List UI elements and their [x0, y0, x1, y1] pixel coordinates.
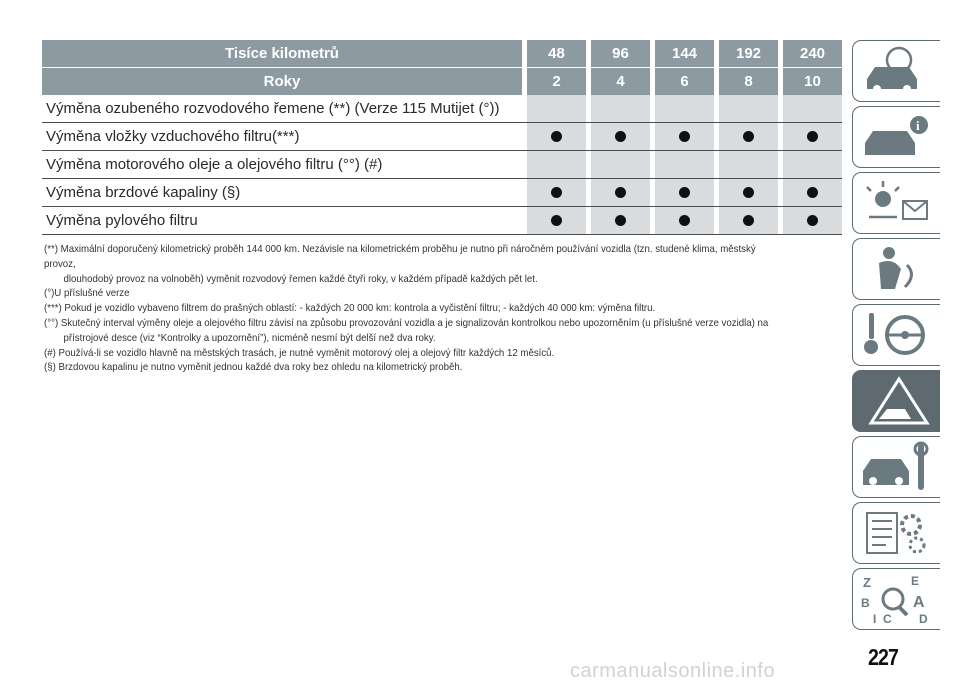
- starting-driving-icon: [859, 309, 935, 361]
- emergency-icon: [859, 375, 935, 427]
- chapter-tab[interactable]: [852, 40, 940, 102]
- required-dot-icon: [551, 215, 562, 226]
- interval-cell: [527, 151, 586, 179]
- km-value: 144: [655, 40, 714, 68]
- car-dashboard-icon: [859, 45, 935, 97]
- svg-text:A: A: [913, 594, 925, 611]
- required-dot-icon: [679, 215, 690, 226]
- interval-cell: [719, 179, 778, 207]
- index-icon: [859, 573, 935, 625]
- safety-airbag-icon: [859, 243, 935, 295]
- interval-cell: [783, 207, 842, 235]
- year-value: 8: [719, 68, 778, 95]
- year-value: 4: [591, 68, 650, 95]
- interval-cell: [783, 95, 842, 123]
- year-value: 2: [527, 68, 586, 95]
- warning-lights-icon: [859, 177, 935, 229]
- chapter-tab[interactable]: [852, 436, 940, 498]
- interval-cell: [527, 95, 586, 123]
- chapter-tab[interactable]: [852, 568, 940, 630]
- header-row-years: [42, 68, 842, 95]
- schedule-row: [42, 179, 842, 207]
- chapter-tab[interactable]: [852, 238, 940, 300]
- required-dot-icon: [807, 215, 818, 226]
- schedule-row: [42, 151, 842, 179]
- svg-text:D: D: [919, 612, 928, 625]
- service-item-label: Výměna ozubeného rozvodového řemene (**) (Verze 115 Mutijet (°)): [42, 95, 522, 123]
- car-info-icon: [859, 111, 935, 163]
- required-dot-icon: [551, 131, 562, 142]
- interval-cell: [655, 151, 714, 179]
- interval-cell: [591, 207, 650, 235]
- car-maintenance-icon: [859, 441, 935, 493]
- chapter-tab[interactable]: [852, 172, 940, 234]
- interval-cell: [655, 95, 714, 123]
- schedule-row: [42, 95, 842, 123]
- required-dot-icon: [807, 131, 818, 142]
- service-item-label: Výměna pylového filtru: [42, 207, 522, 235]
- interval-cell: [591, 123, 650, 151]
- interval-cell: [719, 207, 778, 235]
- chapter-tab[interactable]: [852, 304, 940, 366]
- footnote: (***) Pokud je vozidlo vybaveno filtrem do prašných oblastí: - každých 20 000 km: kontrola a vyčistění filtru; - každých 40 000 km: výměna filtru.: [44, 303, 656, 315]
- maintenance-schedule-table: [42, 40, 842, 235]
- footnote: (§) Brzdovou kapalinu je nutno vyměnit jednou každé dva roky bez ohledu na kilometrický proběh.: [44, 362, 463, 374]
- footnote: (°)U příslušné verze: [44, 288, 130, 300]
- interval-cell: [591, 179, 650, 207]
- required-dot-icon: [679, 187, 690, 198]
- schedule-row: [42, 123, 842, 151]
- km-value: 48: [527, 40, 586, 68]
- technical-data-icon: [859, 507, 935, 559]
- service-item-label: Výměna vložky vzduchového filtru(***): [42, 123, 522, 151]
- svg-text:C: C: [883, 612, 892, 625]
- svg-text:i: i: [916, 118, 920, 133]
- svg-text:E: E: [911, 574, 920, 588]
- year-value: 6: [655, 68, 714, 95]
- year-value: 10: [783, 68, 842, 95]
- interval-cell: [719, 95, 778, 123]
- interval-cell: [783, 179, 842, 207]
- interval-cell: [527, 179, 586, 207]
- interval-cell: [655, 123, 714, 151]
- required-dot-icon: [551, 187, 562, 198]
- header-row-km: [42, 40, 842, 68]
- interval-cell: [719, 151, 778, 179]
- interval-cell: [655, 207, 714, 235]
- header-years-label: Roky: [42, 68, 522, 95]
- interval-cell: [719, 123, 778, 151]
- interval-cell: [527, 207, 586, 235]
- svg-text:Z: Z: [863, 575, 871, 590]
- interval-cell: [591, 95, 650, 123]
- service-item-label: Výměna motorového oleje a olejového filtru (°°) (#): [42, 151, 522, 179]
- interval-cell: [783, 151, 842, 179]
- required-dot-icon: [679, 131, 690, 142]
- footnote-continuation: dlouhodobý provoz na volnoběh) vyměnit rozvodový řemen každé čtyři roky, v každém případě každých pět let.: [63, 273, 538, 285]
- km-value: 192: [719, 40, 778, 68]
- chapter-tab[interactable]: [852, 502, 940, 564]
- required-dot-icon: [743, 131, 754, 142]
- schedule-row: [42, 207, 842, 235]
- required-dot-icon: [743, 215, 754, 226]
- svg-text:I: I: [873, 612, 877, 625]
- svg-text:B: B: [861, 596, 870, 610]
- page-number: 227: [868, 644, 899, 670]
- footnotes: [44, 243, 779, 376]
- km-value: 96: [591, 40, 650, 68]
- footnote: (**) Maximální doporučený kilometrický proběh 144 000 km. Nezávisle na kilometrickém proběhu je nutno při náročném používání vozidla (tzn. studené klima, městský provoz,: [44, 244, 756, 270]
- km-value: 240: [783, 40, 842, 68]
- required-dot-icon: [615, 187, 626, 198]
- footnote-continuation: přístrojové desce (viz “Kontrolky a upozornění”), nicméně nesmí být delší než dva roky.: [63, 332, 436, 344]
- footnote: (#) Používá-li se vozidlo hlavně na městských trasách, je nutné vyměnit motorový olej a olejový filtr každých 12 měsíců.: [44, 347, 555, 359]
- required-dot-icon: [615, 131, 626, 142]
- required-dot-icon: [743, 187, 754, 198]
- interval-cell: [527, 123, 586, 151]
- required-dot-icon: [615, 215, 626, 226]
- header-km-label: Tisíce kilometrů: [42, 40, 522, 68]
- chapter-tab[interactable]: [852, 370, 940, 432]
- service-item-label: Výměna brzdové kapaliny (§): [42, 179, 522, 207]
- interval-cell: [783, 123, 842, 151]
- interval-cell: [655, 179, 714, 207]
- interval-cell: [591, 151, 650, 179]
- chapter-tab[interactable]: [852, 106, 940, 168]
- footnote: (°°) Skutečný interval výměny oleje a olejového filtru závisí na způsobu provozování vozidla a je signalizován kontrolkou nebo upozorněním (u příslušné verze vozidla) na: [44, 317, 769, 329]
- watermark: carmanualsonline.info: [570, 660, 776, 682]
- required-dot-icon: [807, 187, 818, 198]
